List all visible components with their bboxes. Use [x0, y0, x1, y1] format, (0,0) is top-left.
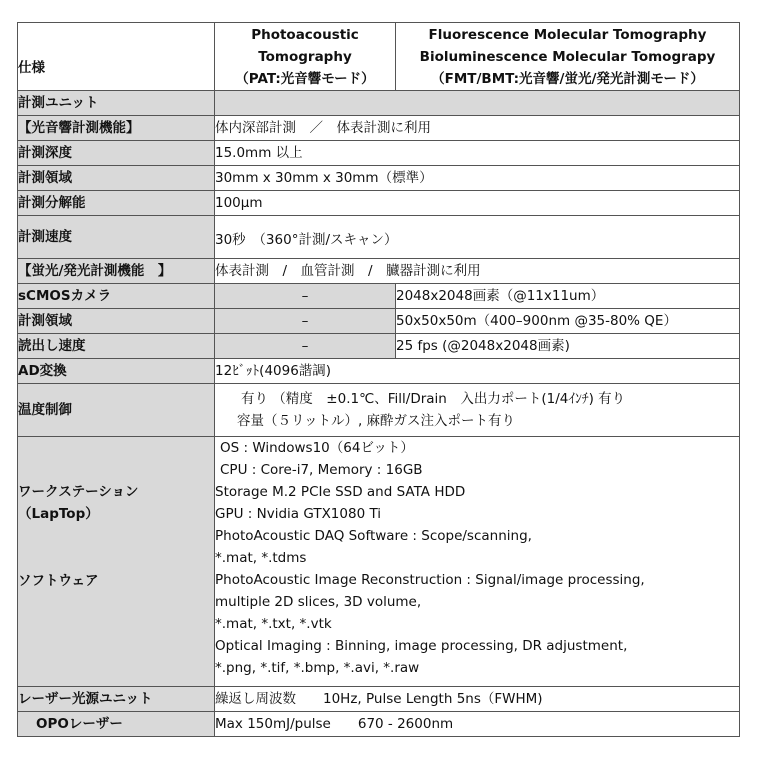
table-row: 計測分解能 100μm — [18, 191, 740, 216]
table-row: 計測領域 30mm x 30mm x 30mm（標準） — [18, 166, 740, 191]
header-fmt: Fluorescence Molecular Tomography Bioluminescence Molecular Tomograpy （FMT/BMT:光音響/蛍光/発光計測モード） — [396, 23, 740, 91]
laser-row: レーザー光源ユニット 繰返し周波数 10Hz, Pulse Length 5ns（FWHM) — [18, 687, 740, 712]
fluorescence-value: 体表計測 / 血管計測 / 臓器計測に利用 — [215, 259, 740, 284]
table-row: sCMOSカメラ – 2048x2048画素（@11x11um） — [18, 284, 740, 309]
header-row — [18, 23, 740, 91]
opo-row: OPOレーザー Max 150mJ/pulse 670 - 2600nm — [18, 712, 740, 737]
section-photoacoustic — [18, 116, 740, 141]
ad-row: AD変換 12ﾋﾞｯﾄ(4096諧調) — [18, 359, 740, 384]
laptop-label: （LapTop） — [18, 506, 99, 522]
workstation-row — [18, 437, 740, 687]
workstation-label: ワークステーション — [18, 484, 139, 500]
section-fluorescence — [18, 259, 740, 284]
header-spec: 仕様 — [18, 23, 215, 91]
table-row: 読出し速度 – 25 fps (@2048x2048画素) — [18, 334, 740, 359]
photoacoustic-label: 【光音響計測機能】 — [18, 116, 215, 141]
section-measure-unit — [18, 91, 740, 116]
table-row: 計測深度 15.0mm 以上 — [18, 141, 740, 166]
measure-unit-label: 計測ユニット — [18, 91, 215, 116]
header-pat: Photoacoustic Tomography （PAT:光音響モード） — [215, 23, 396, 91]
software-label: ソフトウェア — [18, 573, 99, 589]
table-row: 計測速度 30秒 （360°計測/スキャン） — [18, 216, 740, 259]
temp-row: 温度制御 有り （精度 ±0.1℃、Fill/Drain 入出力ポート(1/4ｲﾝﾁ) 有り 容量（５リットル）, 麻酔ガス注入ポート有り — [18, 384, 740, 437]
fluorescence-label: 【蛍光/発光計測機能 】 — [18, 259, 215, 284]
workstation-specs: OS : Windows10（64ビット） CPU : Core-i7, Memory : 16GB Storage M.2 PCIe SSD and SATA HDD GPU : Nvidia GTX1080 Ti PhotoAcoustic DAQ Software : Scope/scanning, *.mat, *.tdms PhotoAcoustic Image Reconstruction : Signal/image processing, multiple 2D slices, 3D volume, *.mat, *.txt, *.vtk Optical Imaging : Binning, image processing, DR adjustment, *.png, *.tif, *.bmp, *.avi, *.raw — [215, 437, 740, 687]
spec-table — [17, 22, 740, 737]
table-row: 計測領域 – 50x50x50m（400–900nm @35-80% QE） — [18, 309, 740, 334]
photoacoustic-value: 体内深部計測 ／ 体表計測に利用 — [215, 116, 740, 141]
